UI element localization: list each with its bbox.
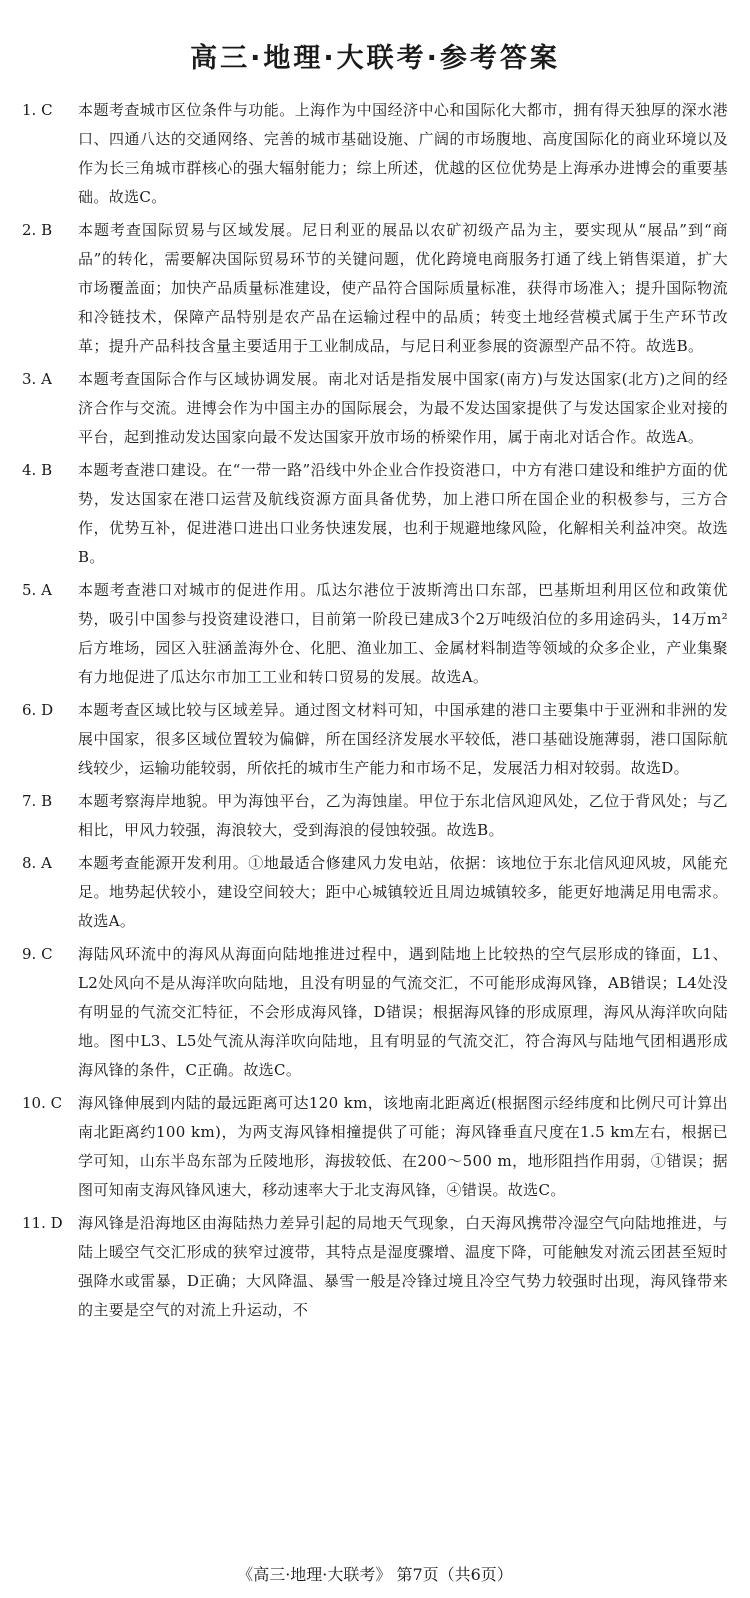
answer-item [22, 1209, 728, 1325]
answer-number: 9. C [22, 945, 53, 963]
answer-item [22, 96, 728, 212]
answer-number: 11. D [22, 1214, 63, 1232]
answer-explanation: 本题考查港口建设。在“一带一路”沿线中外企业合作投资港口，中方有港口建设和维护方面的优势，发达国家在港口运营及航线资源方面具备优势，加上港口所在国企业的积极参与，三方合作，优势互补，促进港口进出口业务快速发展，也利于规避地缘风险，化解相关利益冲突。故选B。 [78, 461, 728, 566]
answer-explanation: 本题考查国际合作与区域协调发展。南北对话是指发展中国家(南方)与发达国家(北方)之间的经济合作与交流。进博会作为中国主办的国际展会，为最不发达国家提供了与发达国家企业对接的平台，起到推动发达国家向最不发达国家开放市场的桥梁作用，属于南北对话合作。故选A。 [78, 370, 728, 446]
answer-item [22, 849, 728, 936]
answer-number: 4. B [22, 461, 53, 479]
answer-explanation: 海风锋是沿海地区由海陆热力差异引起的局地天气现象，白天海风携带冷湿空气向陆地推进，与陆上暖空气交汇形成的狭窄过渡带，其特点是湿度骤增、温度下降，可能触发对流云团甚至短时强降水或雷暴，D正确；大风降温、暴雪一般是冷锋过境且冷空气势力较强时出现，海风锋带来的主要是空气的对流上升运动，不 [78, 1214, 728, 1319]
answer-explanation: 本题考查区域比较与区域差异。通过图文材料可知，中国承建的港口主要集中于亚洲和非洲的发展中国家，很多区域位置较为偏僻，所在国经济发展水平较低，港口基础设施薄弱，港口国际航线较少，运输功能较弱，所依托的城市生产能力和市场不足，发展活力相对较弱。故选D。 [78, 701, 728, 777]
answer-explanation: 海陆风环流中的海风从海面向陆地推进过程中，遇到陆地上比较热的空气层形成的锋面，L1、L2处风向不是从海洋吹向陆地，且没有明显的气流交汇，不可能形成海风锋，AB错误；L4处没有明显的气流交汇特征，不会形成海风锋，D错误；根据海风锋的形成原理，海风从海洋吹向陆地。图中L3、L5处气流从海洋吹向陆地，且有明显的气流交汇，符合海风与陆地气团相遇形成海风锋的条件，C正确。故选C。 [78, 945, 728, 1079]
answer-number: 8. A [22, 854, 52, 872]
answer-number: 7. B [22, 792, 53, 810]
answer-item [22, 456, 728, 572]
answer-number: 6. D [22, 701, 54, 719]
answer-number: 1. C [22, 101, 53, 119]
answer-item [22, 787, 728, 845]
answer-list [22, 96, 728, 1329]
answer-explanation: 本题考查城市区位条件与功能。上海作为中国经济中心和国际化大都市，拥有得天独厚的深水港口、四通八达的交通网络、完善的城市基础设施、广阔的市场腹地、高度国际化的商业环境以及作为长三角城市群核心的强大辐射能力；综上所述，优越的区位优势是上海承办进博会的重要基础。故选C。 [78, 101, 728, 206]
answer-item [22, 940, 728, 1085]
answer-item [22, 696, 728, 783]
page-footer: 《高三·地理·大联考》 第7页（共6页） [237, 1565, 513, 1584]
answer-explanation: 本题考查港口对城市的促进作用。瓜达尔港位于波斯湾出口东部，巴基斯坦利用区位和政策优势，吸引中国参与投资建设港口，目前第一阶段已建成3个2万吨级泊位的多用途码头，14万m² 后方堆场，园区入驻涵盖海外仓、化肥、渔业加工、金属材料制造等领域的众多企业，产业集聚有力地促进了瓜达尔市加工工业和转口贸易的发展。故选A。 [78, 581, 728, 686]
answer-number: 3. A [22, 370, 52, 388]
answer-number: 2. B [22, 221, 53, 239]
answer-number: 10. C [22, 1094, 63, 1112]
answer-explanation: 海风锋伸展到内陆的最远距离可达120 km，该地南北距离近(根据图示经纬度和比例尺可计算出南北距离约100 km)，为两支海风锋相撞提供了可能；海风锋垂直尺度在1.5 km左右，根据已学可知，山东半岛东部为丘陵地形，海拔较低、在200～500 m，地形阻挡作用弱，①错误；据图可知南支海风锋风速大，移动速率大于北支海风锋，④错误。故选C。 [78, 1094, 728, 1199]
answer-explanation: 本题考查国际贸易与区域发展。尼日利亚的展品以农矿初级产品为主，要实现从“展品”到“商品”的转化，需要解决国际贸易环节的关键问题，优化跨境电商服务打通了线上销售渠道，扩大市场覆盖面；加快产品质量标准建设，使产品符合国际质量标准，获得市场准入；提升国际物流和冷链技术，保障产品特别是农产品在运输过程中的品质；转变土地经营模式属于生产环节改革；提升产品科技含量主要适用于工业制成品，与尼日利亚参展的资源型产品不符。故选B。 [78, 221, 728, 355]
page-title: 高三·地理·大联考·参考答案 [190, 43, 560, 74]
answer-item [22, 576, 728, 692]
answer-item [22, 365, 728, 452]
answer-item [22, 216, 728, 361]
answer-item [22, 1089, 728, 1205]
answer-explanation: 本题考察海岸地貌。甲为海蚀平台，乙为海蚀崖。甲位于东北信风迎风处，乙位于背风处；与乙相比，甲风力较强，海浪较大，受到海浪的侵蚀较强。故选B。 [78, 792, 728, 839]
answer-number: 5. A [22, 581, 52, 599]
answer-explanation: 本题考查能源开发利用。①地最适合修建风力发电站，依据：该地位于东北信风迎风坡，风能充足。地势起伏较小，建设空间较大；距中心城镇较近且周边城镇较多，能更好地满足用电需求。故选A。 [78, 854, 728, 930]
